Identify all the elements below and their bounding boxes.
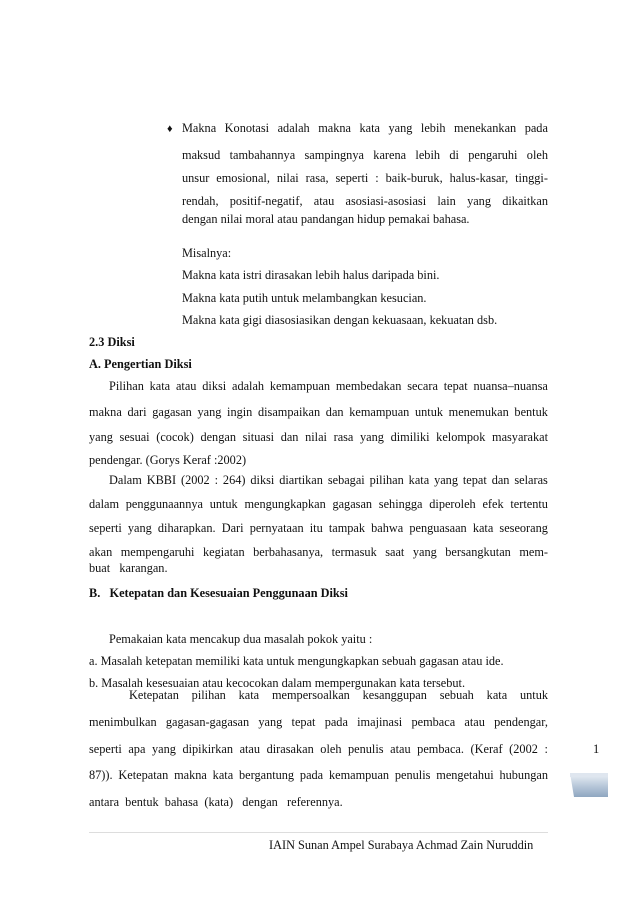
paragraph-line: seperti yang diharapkan. Dari pernyataan itu tampak bahwa penguasaan kata seseorang	[89, 521, 548, 535]
footer-divider	[89, 832, 548, 833]
bullet-line: maksud tambahannya sampingnya karena lebih di pengaruhi oleh	[182, 148, 548, 162]
page-tab-decoration-icon	[570, 771, 608, 797]
page-number: 1	[593, 742, 600, 756]
paragraph-line: Pilihan kata atau diksi adalah kemampuan membedakan secara tepat nuansa–nuansa	[109, 379, 548, 393]
list-item-b: b. Masalah kesesuaian atau kecocokan dalam mempergunakan kata tersebut.	[89, 676, 466, 690]
subsection-heading-b: B. Ketepatan dan Kesesuaian Penggunaan Diksi	[89, 586, 348, 600]
paragraph-line: dalam penggunaannya untuk mengungkapkan gagasan sehingga diperoleh efek tertentu	[89, 497, 548, 511]
example-item: Makna kata istri dirasakan lebih halus daripada bini.	[182, 268, 440, 282]
paragraph-line: makna dari gagasan yang ingin disampaikan dan kemampuan untuk menemukan bentuk	[89, 405, 548, 419]
example-label: Misalnya:	[182, 246, 232, 260]
list-item-a: a. Masalah ketepatan memiliki kata untuk mengungkapkan sebuah gagasan atau ide.	[89, 654, 504, 668]
bullet-line: unsur emosional, nilai rasa, seperti : baik-buruk, halus-kasar, tinggi-	[182, 171, 548, 185]
example-item: Makna kata putih untuk melambangkan kesucian.	[182, 291, 427, 305]
paragraph-line: akan mempengaruhi kegiatan berbahasanya, termasuk saat yang bersangkutan mem-	[89, 545, 548, 559]
paragraph-line: 87)). Ketepatan makna kata bergantung pada kemampuan penulis mengetahui hubungan	[89, 768, 548, 782]
footer-text: IAIN Sunan Ampel Surabaya Achmad Zain Nuruddin	[269, 838, 534, 852]
paragraph-line-last: antara bentuk bahasa (kata) dengan referennya.	[89, 795, 343, 809]
bullet-line: rendah, positif-negatif, atau asosiasi-asosiasi lain yang dikaitkan	[182, 194, 548, 208]
bullet-line-last: dengan nilai moral atau pandangan hidup pemakai bahasa.	[182, 212, 470, 226]
paragraph-line: menimbulkan gagasan-gagasan yang tepat pada imajinasi pembaca atau pendengar,	[89, 715, 548, 729]
section-heading: 2.3 Diksi	[89, 335, 135, 349]
paragraph-line: Ketepatan pilihan kata mempersoalkan kesanggupan sebuah kata untuk	[129, 688, 548, 702]
paragraph-line: Dalam KBBI (2002 : 264) diksi diartikan sebagai pilihan kata yang tepat dan selaras	[109, 473, 548, 487]
paragraph-line-last: buat karangan.	[89, 561, 168, 575]
paragraph-line-last: pendengar. (Gorys Keraf :2002)	[89, 453, 247, 467]
paragraph-line: seperti apa yang dipikirkan atau dirasakan oleh penulis atau pembaca. (Keraf (2002 :	[89, 742, 548, 756]
example-item: Makna kata gigi diasosiasikan dengan kekuasaan, kekuatan dsb.	[182, 313, 498, 327]
diamond-bullet-icon: ♦	[167, 123, 173, 135]
subsection-heading-a: A. Pengertian Diksi	[89, 357, 192, 371]
paragraph-line: Pemakaian kata mencakup dua masalah pokok yaitu :	[109, 632, 373, 646]
bullet-line: Makna Konotasi adalah makna kata yang lebih menekankan pada	[182, 121, 548, 135]
paragraph-line: yang sesuai (cocok) dengan situasi dan nilai rasa yang dimiliki kelompok masyarakat	[89, 430, 548, 444]
